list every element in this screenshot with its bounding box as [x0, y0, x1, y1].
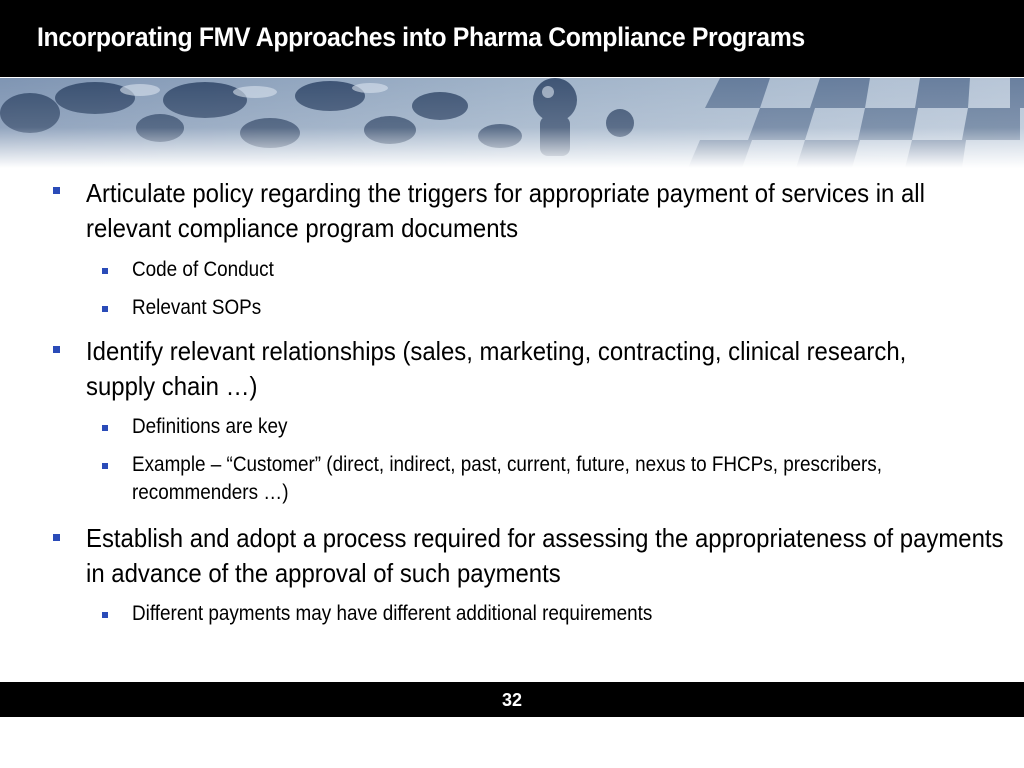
- sub-bullet-marker: [102, 425, 108, 431]
- sub-bullet-text: Example – “Customer” (direct, indirect, past, current, future, nexus to FHCPs, prescribers, recommenders …): [132, 453, 882, 504]
- bullet-text: Identify relevant relationships (sales, marketing, contracting, clinical research, supply chain …): [86, 336, 907, 401]
- sub-bullet-marker: [102, 612, 108, 618]
- sub-bullet-marker: [102, 463, 108, 469]
- sub-bullet-text: Code of Conduct: [132, 258, 274, 281]
- slide-title: Incorporating FMV Approaches into Pharma Compliance Programs: [37, 22, 805, 52]
- page-number: 32: [501, 690, 523, 710]
- sub-bullet-text: Relevant SOPs: [132, 296, 262, 319]
- chess-banner-image: [0, 78, 1024, 168]
- sub-bullet-text: Definitions are key: [132, 415, 288, 438]
- bullet-marker: [53, 346, 60, 353]
- sub-bullet-marker: [102, 306, 108, 312]
- sub-bullet-marker: [102, 268, 108, 274]
- sub-bullet-text: Different payments may have different additional requirements: [132, 602, 653, 625]
- bullet-text: Articulate policy regarding the triggers for appropriate payment of services in all relevant compliance program documents: [86, 178, 925, 243]
- bullet-marker: [53, 187, 60, 194]
- bullet-text: Establish and adopt a process required for assessing the appropriateness of payments in advance of the approval of such payments: [86, 523, 1004, 588]
- bullet-marker: [53, 534, 60, 541]
